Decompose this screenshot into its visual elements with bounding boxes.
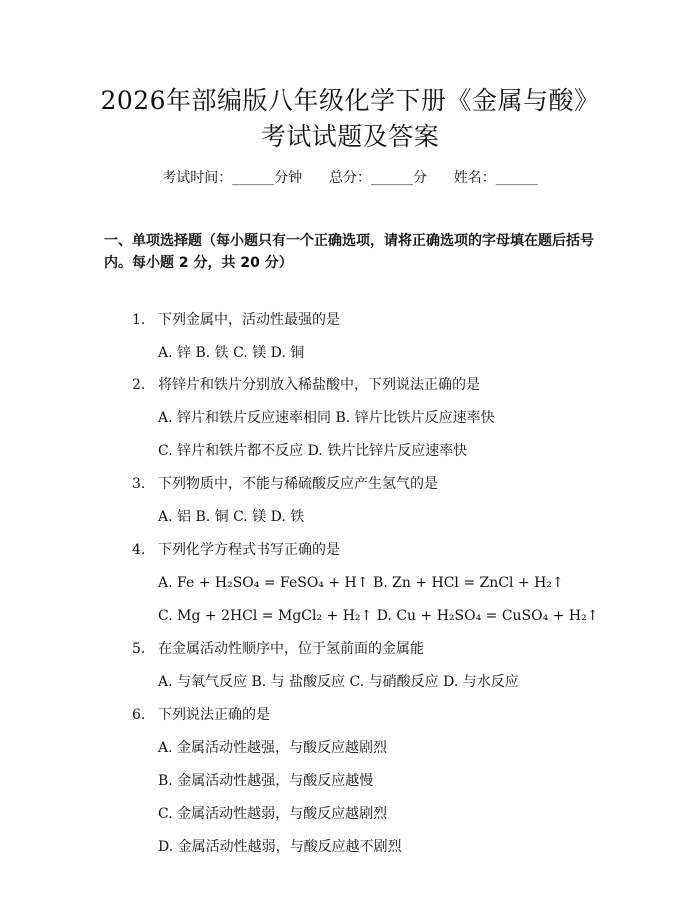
question-6-option-d: D. 金属活动性越弱，与酸反应越不剧烈 [158, 839, 402, 855]
question-5-options: A. 与氧气反应 B. 与 盐酸反应 C. 与硝酸反应 D. 与水反应 [158, 674, 519, 690]
question-text: 将锌片和铁片分别放入稀盐酸中，下列说法正确的是 [158, 377, 480, 393]
question-1-options: A. 锌 B. 铁 C. 镁 D. 铜 [158, 345, 305, 361]
question-number: 2. [132, 377, 146, 393]
question-2 [132, 375, 480, 395]
question-text: 下列化学方程式书写正确的是 [158, 542, 340, 558]
question-number: 3. [132, 476, 146, 492]
question-6 [132, 705, 270, 725]
question-number: 1. [132, 312, 146, 328]
question-2-options-a-b: A. 锌片和铁片反应速率相同 B. 锌片比铁片反应速率快 [158, 410, 495, 426]
section-heading-line-1: 一、单项选择题（每小题只有一个正确选项，请将正确选项的字母填在题后括号 [104, 233, 594, 249]
question-3-options: A. 铝 B. 铜 C. 镁 D. 铁 [158, 509, 305, 525]
exam-info-line: 考试时间：______分钟 总分：______分 姓名：______ [162, 170, 538, 186]
question-3 [132, 474, 438, 494]
question-number: 4. [132, 542, 146, 558]
question-1 [132, 310, 340, 330]
section-heading-line-2: 内。每小题 2 分，共 20 分） [104, 255, 293, 271]
page-title-line-2: 考试试题及答案 [260, 122, 440, 151]
question-text: 下列物质中，不能与稀硫酸反应产生氢气的是 [158, 476, 438, 492]
question-number: 5. [132, 641, 146, 657]
question-text: 在金属活动性顺序中，位于氢前面的金属能 [158, 641, 424, 657]
question-6-option-b: B. 金属活动性越强，与酸反应越慢 [158, 773, 374, 789]
question-number: 6. [132, 707, 146, 723]
question-6-option-c: C. 金属活动性越弱，与酸反应越剧烈 [158, 806, 388, 822]
question-text: 下列说法正确的是 [158, 707, 270, 723]
question-6-option-a: A. 金属活动性越强，与酸反应越剧烈 [158, 740, 388, 756]
question-5 [132, 639, 424, 659]
question-4-options-a-b: A. Fe + H₂SO₄ = FeSO₄ + H↑ B. Zn + HCl = ZnCl + H₂↑ [158, 575, 564, 591]
page-title-line-1: 2026年部编版八年级化学下册《金属与酸》 [100, 86, 600, 115]
question-4-options-c-d: C. Mg + 2HCl = MgCl₂ + H₂↑ D. Cu + H₂SO₄ = CuSO₄ + H₂↑ [158, 608, 599, 624]
question-text: 下列金属中，活动性最强的是 [158, 312, 340, 328]
question-2-options-c-d: C. 锌片和铁片都不反应 D. 铁片比锌片反应速率快 [158, 443, 468, 459]
question-4 [132, 540, 340, 560]
